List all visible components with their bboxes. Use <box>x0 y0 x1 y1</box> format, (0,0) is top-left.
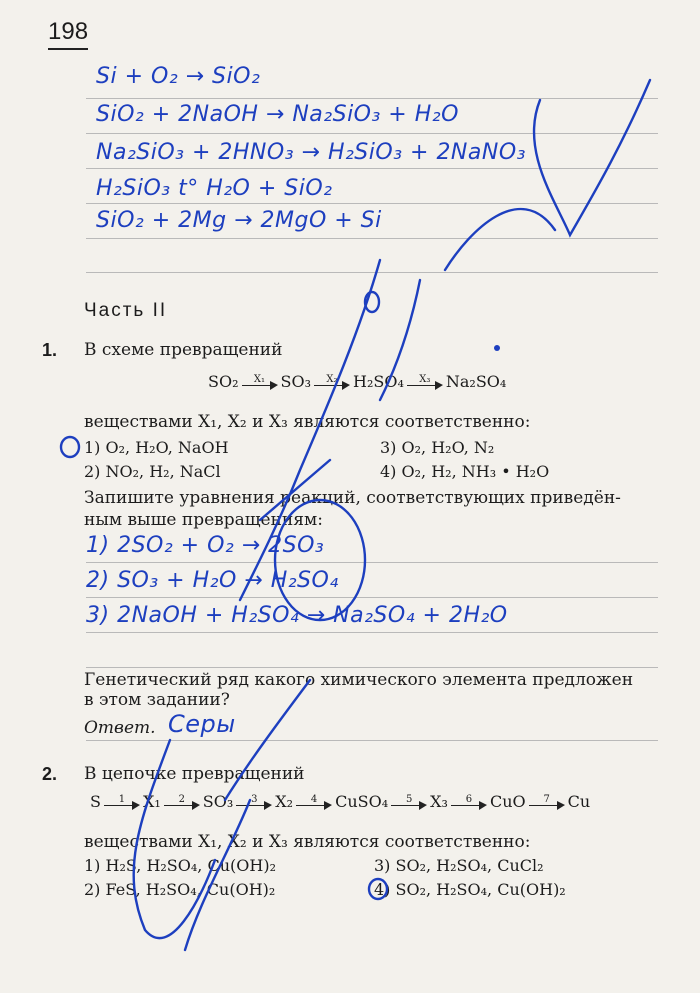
question-intro: В схеме превращений <box>84 340 283 360</box>
chain-arrow-label: 2 <box>178 794 185 805</box>
chain-arrow <box>529 795 565 811</box>
chain-arrow <box>104 795 140 811</box>
question-intro: В цепочке превращений <box>84 764 305 784</box>
handwritten-answer: 3) 2NaOH + H₂SO₄ → Na₂SO₄ + 2H₂O <box>86 603 508 628</box>
chain-substance: SO₃ <box>202 792 234 811</box>
scheme-substance: SO₃ <box>280 372 311 391</box>
ruled-line <box>86 667 658 668</box>
answer-option: 4) SO₂, H₂SO₄, Cu(OH)₂ <box>374 880 566 899</box>
ruled-line <box>86 562 658 563</box>
chain-arrow-label: 7 <box>543 794 550 805</box>
answer-option: 3) O₂, H₂O, N₂ <box>380 438 495 457</box>
scheme-substance: H₂SO₄ <box>353 372 404 391</box>
ruled-line <box>86 98 658 99</box>
question-condition: веществами X₁, X₂ и X₃ являются соответственно: <box>84 832 531 852</box>
ruled-line <box>86 203 658 204</box>
transformation-scheme <box>208 372 506 391</box>
handwritten-equation: Si + O₂ → SiO₂ <box>96 64 261 89</box>
chain-substance: X₂ <box>275 792 294 811</box>
handwritten-answer: Серы <box>168 710 236 738</box>
chain-arrow-label: 1 <box>118 794 126 805</box>
pen-stroke <box>185 800 250 950</box>
ruled-line <box>86 632 658 633</box>
scheme-arrow: X₃ <box>407 375 443 391</box>
scheme-substance: Na₂SO₄ <box>445 372 507 391</box>
chain-arrow <box>236 795 272 811</box>
ruled-line <box>86 272 658 273</box>
question-number: 2. <box>42 764 58 784</box>
handwritten-equation: SiO₂ + 2Mg → 2MgO + Si <box>96 208 382 233</box>
question-text: в этом задании? <box>84 690 230 710</box>
answer-label: Ответ. <box>84 718 156 738</box>
pen-stroke <box>445 209 555 270</box>
answer-option: 2) NO₂, H₂, NaCl <box>84 462 221 481</box>
ruled-line <box>86 740 658 741</box>
scheme-arrow: X₂ <box>314 375 350 391</box>
letter-o <box>365 292 379 312</box>
chain-arrow <box>391 795 427 811</box>
chain-substance: X₃ <box>430 792 448 811</box>
handwritten-equation: H₂SiO₃ t° H₂O + SiO₂ <box>96 176 333 201</box>
chain-substance: S <box>90 792 101 811</box>
section-heading: Часть II <box>84 300 168 321</box>
answer-option: 1) O₂, H₂O, NaOH <box>84 438 229 457</box>
big-checkmark <box>534 80 650 235</box>
task-text: ным выше превращениям: <box>84 510 323 530</box>
answer-option: 4) O₂, H₂, NH₃ • H₂O <box>380 462 550 481</box>
handwritten-equation: SiO₂ + 2NaOH → Na₂SiO₃ + H₂O <box>96 102 459 127</box>
question-condition: веществами X₁, X₂ и X₃ являются соответственно: <box>84 412 531 432</box>
chain-arrow <box>296 795 332 811</box>
question-text: Генетический ряд какого химического элемента предложен <box>84 670 634 690</box>
transformation-chain <box>90 792 590 811</box>
ruled-line <box>86 238 658 239</box>
task-text: Запишите уравнения реакций, соответствующих приведён- <box>84 488 621 508</box>
answer-option: 2) FeS, H₂SO₄, Cu(OH)₂ <box>84 880 276 899</box>
question-number: 1. <box>42 340 58 360</box>
chain-substance: Cu <box>567 792 591 811</box>
handwritten-equation: Na₂SiO₃ + 2HNO₃ → H₂SiO₃ + 2NaNO₃ <box>96 140 526 165</box>
scheme-arrow: X₁ <box>242 375 278 391</box>
chain-arrow-label: 6 <box>465 794 473 805</box>
chain-arrow-label: 3 <box>251 794 258 805</box>
chain-substance: CuSO₄ <box>335 792 389 811</box>
ruled-line <box>86 168 658 169</box>
handwritten-answer: 2) SO₃ + H₂O → H₂SO₄ <box>86 568 339 593</box>
ruled-line <box>86 597 658 598</box>
scheme-substance: SO₂ <box>208 372 239 391</box>
answer-circle <box>61 437 79 457</box>
chain-substance: X₁ <box>142 792 161 811</box>
chain-arrow <box>451 795 487 811</box>
page-number: 198 <box>48 18 88 50</box>
chain-substance: CuO <box>489 792 526 811</box>
ruled-line <box>86 133 658 134</box>
answer-option: 1) H₂S, H₂SO₄, Cu(OH)₂ <box>84 856 276 875</box>
ink-dot <box>494 345 500 351</box>
handwritten-answer: 1) 2SO₂ + O₂ → 2SO₃ <box>86 533 325 558</box>
chain-arrow-label: 4 <box>310 794 318 805</box>
chain-arrow-label: 5 <box>405 794 413 805</box>
answer-option: 3) SO₂, H₂SO₄, CuCl₂ <box>374 856 544 875</box>
chain-arrow <box>164 795 200 811</box>
